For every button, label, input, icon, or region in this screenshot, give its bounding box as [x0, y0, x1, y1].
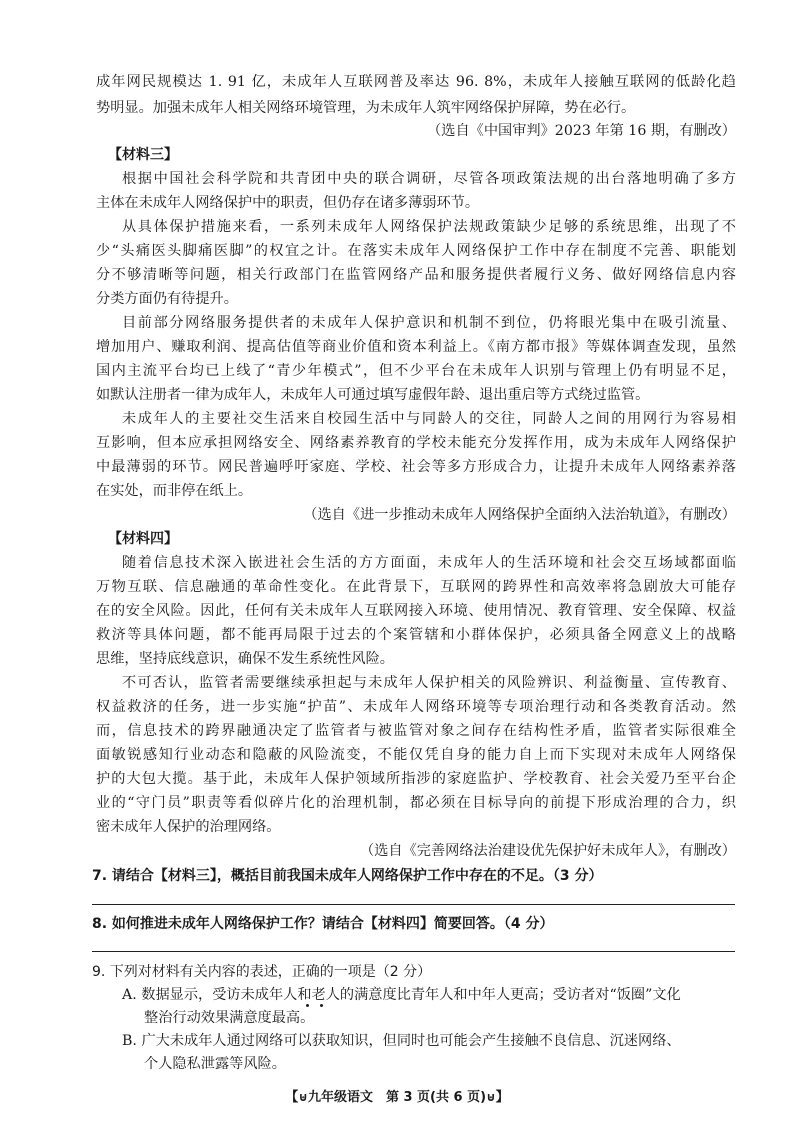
option-a-line-2: 整治行动效果满意度最高。	[144, 1010, 315, 1026]
footer-symbol-icon: ⊎	[486, 1090, 496, 1104]
text-line: 成年网民规模达 1. 91 亿，未成年人互联网普及率达 96. 8%，未成年人接触互联网的低龄化趋	[96, 74, 736, 90]
text-line: 面敏锐感知行业动态和隐蔽的风险流变，不能仅凭自身的能力自上而下实现对未成年人网络保	[96, 747, 736, 763]
material-4-heading: 【材料四】	[108, 531, 178, 547]
source-citation: （选自《完善网络法治建设优先保护好未成年人》，有删改）	[360, 843, 736, 859]
option-b-line-1[interactable]: B. 广大未成年人通过网络可以获取知识，但同时也可能会产生接触不良信息、沉迷网络、	[122, 1033, 681, 1049]
text-line: 业的“守门员”职责等看似碎片化的治理机制，都必须在目标导向的前提下形成治理的合力，织	[96, 795, 736, 811]
footer-bracket-left: 【	[285, 1090, 299, 1105]
question-8: 8. 如何推进未成年人网络保护工作？请结合【材料四】简要回答。（4 分）	[92, 916, 554, 932]
text-line: 在实处，而非停在纸上。	[96, 483, 253, 499]
text-line: 如默认注册者一律为成年人，未成年人可通过填写虚假年龄、退出重启等方式绕过监管。	[96, 387, 650, 403]
text-line: 互影响，但本应承担网络安全、网络素养教育的学校未能充分发挥作用，成为未成年人网络保护	[96, 435, 736, 451]
text-line: 随着信息技术深入嵌进社会生活的方方面面，未成年人的生活环境和社会交互场域都面临	[122, 555, 736, 571]
text-line: 密未成年人保护的治理网络。	[96, 819, 281, 835]
emphasis-dot	[306, 1004, 309, 1007]
text-line: 万物互联、信息融通的革命性变化。在此背景下，互联网的跨界性和高效率将急剧放大可能存	[96, 579, 736, 595]
text-line: 根据中国社会科学院和共青团中央的联合调研，尽管各项政策法规的出台落地明确了多方	[122, 171, 736, 187]
text-line: 护的大包大揽。基于此，未成年人保护领域所指涉的家庭监护、学校教育、社会关爱乃至平台企	[96, 771, 736, 787]
option-a-line-1[interactable]: A. 数据显示，受访未成年人和老人的满意度比青年人和中年人更高；受访者对“饭圈”文化	[122, 987, 681, 1003]
text-line: 少“头痛医头脚痛医脚”的权宜之计。在落实未成年人网络保护工作中存在制度不完善、职能划	[96, 243, 736, 259]
text-line: 权益救济的任务，进一步实施“护苗”、未成年人网络环境等专项治理行动和各类教育活动。然	[96, 699, 736, 715]
text-line: 中最薄弱的环节。网民普遍呼吁家庭、学校、社会等多方形成合力，让提升未成年人网络素养落	[96, 459, 736, 475]
text-line: 从具体保护措施来看，一系列未成年人网络保护法规政策缺少足够的系统思维，出现了不	[122, 219, 736, 235]
source-citation: （选自《进一步推动未成年人网络保护全面纳入法治轨道》，有删改）	[303, 507, 736, 523]
text-line: 思维，坚持底线意识，确保不发生系统性风险。	[96, 651, 394, 667]
text-line: 救济等具体问题，都不能再局限于过去的个案管辖和小群体保护，必须具备全网意义上的战略	[96, 627, 736, 643]
source-citation: （选自《中国审判》2023 年第 16 期，有删改）	[427, 123, 736, 139]
text-line: 分不够清晰等问题，相关行政部门在监管网络产品和服务提供者履行义务、做好网络信息内容	[96, 267, 736, 283]
text-line: 而，信息技术的跨界融通决定了监管者与被监管对象之间存在结构性矛盾，监管者实际很难全	[96, 723, 736, 739]
text-line: 增加用户、赚取利润、提高估值等商业价值和资本利益上。《南方都市报》等媒体调查发现，虽然	[96, 339, 736, 355]
footer-bracket-right: 】	[495, 1090, 509, 1105]
answer-line-q7[interactable]	[92, 904, 735, 905]
text-line: 目前部分网络服务提供者的未成年人保护意识和机制不到位，仍将眼光集中在吸引流量、	[122, 315, 736, 331]
text-line: 不可否认，监管者需要继续承担起与未成年人保护相关的风险辨识、利益衡量、宣传教育、	[122, 675, 736, 691]
option-b-line-2: 个人隐私泄露等风险。	[144, 1056, 286, 1072]
text-line: 主体在未成年人网络保护中的职责，但仍存在诸多薄弱环节。	[96, 195, 480, 211]
material-3-heading: 【材料三】	[108, 147, 178, 163]
text-line: 势明显。加强未成年人相关网络环境管理，为未成年人筑牢网络保护屏障，势在必行。	[96, 100, 636, 116]
page-footer	[0, 1086, 794, 1105]
footer-text: 九年级语文 第 3 页(共 6 页)	[307, 1090, 487, 1105]
footer-symbol-icon: ⊎	[298, 1090, 308, 1104]
text-line: 在的安全风险。因此，任何有关未成年人互联网接入环境、使用情况、教育管理、安全保障、权益	[96, 603, 736, 619]
text-line: 未成年人的主要社交生活来自校园生活中与同龄人的交往，同龄人之间的用网行为容易相	[122, 411, 736, 427]
question-9: 9. 下列对材料有关内容的表述，正确的一项是（2 分）	[92, 964, 432, 980]
question-7: 7. 请结合【材料三】，概括目前我国未成年人网络保护工作中存在的不足。（3 分）	[92, 868, 603, 884]
emphasis-dot	[320, 1004, 323, 1007]
text-line: 分类方面仍有待提升。	[96, 291, 238, 307]
text-line: 国内主流平台均已上线了“青少年模式”，但不少平台在未成年人识别与管理上仍有明显不足，	[96, 363, 736, 379]
answer-line-q8[interactable]	[92, 951, 735, 952]
